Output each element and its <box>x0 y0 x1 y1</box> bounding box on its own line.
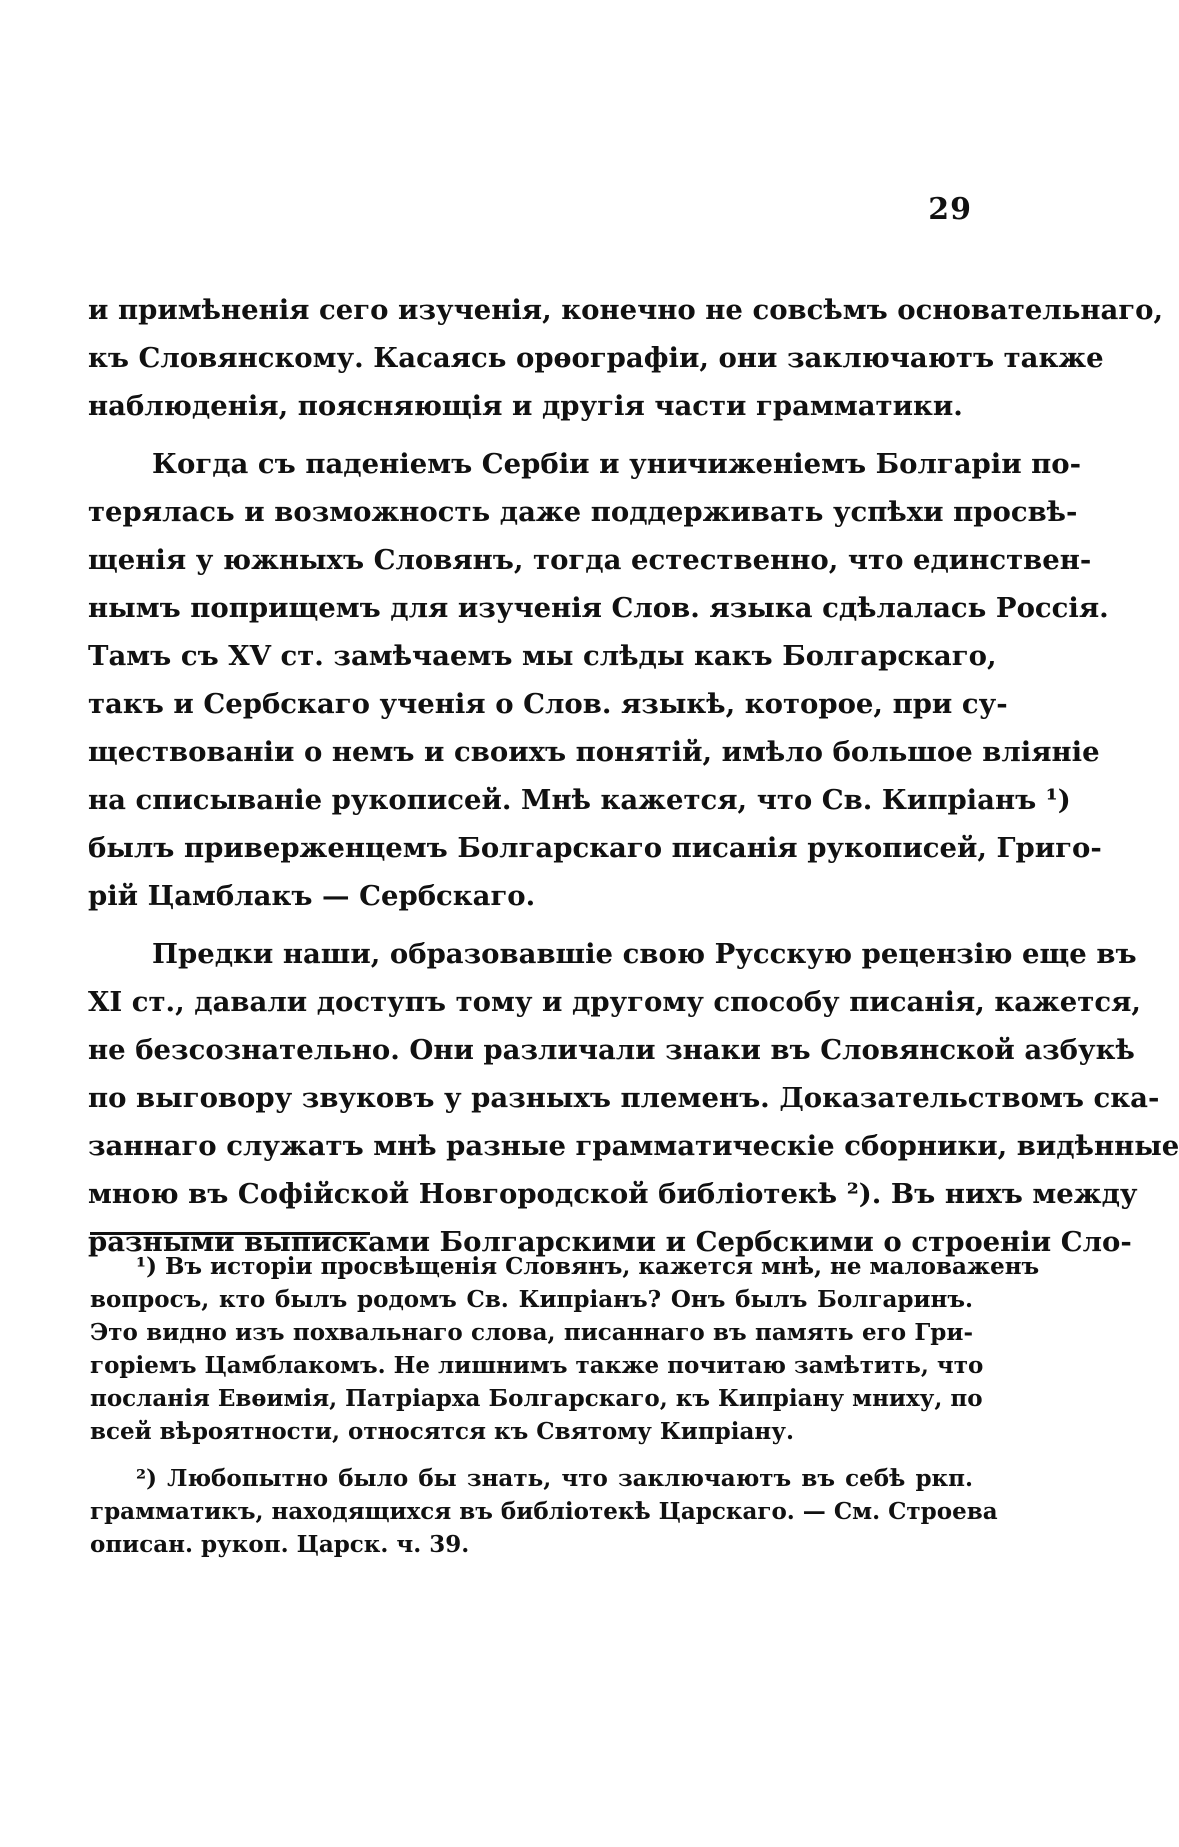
footnote-divider <box>90 1232 370 1235</box>
footnote-line: ¹) Въ исторіи просвѣщенія Словянъ, кажется мнѣ, не маловаженъ <box>136 1253 1040 1280</box>
footnote-line: описан. рукоп. Царск. ч. 39. <box>90 1531 470 1558</box>
text-line: по выговору звуковъ у разныхъ племенъ. Доказательствомъ ска- <box>88 1082 1160 1114</box>
paragraph <box>88 930 1179 1266</box>
footnote-line: Это видно изъ похвальнаго слова, писаннаго въ память его Гри- <box>90 1319 973 1346</box>
text-line: XI ст., давали доступъ тому и другому способу писанія, кажется, <box>88 986 1141 1018</box>
text-line: такъ и Сербскаго ученія о Слов. языкѣ, которое, при су- <box>88 688 1008 720</box>
text-line: нымъ поприщемъ для изученія Слов. языка сдѣлалась Россія. <box>88 592 1109 624</box>
footnote-line: грамматикъ, находящихся въ библіотекѣ Царскаго. — См. Строева <box>90 1498 998 1525</box>
footnote-line: посланія Евѳимія, Патріарха Болгарскаго, къ Кипріану мниху, по <box>90 1385 983 1412</box>
text-line: на списываніе рукописей. Мнѣ кажется, что Св. Кипріанъ ¹) <box>88 784 1071 816</box>
page-number: 29 <box>928 192 972 227</box>
footnote-line: ²) Любопытно было бы знать, что заключаютъ въ себѣ ркп. <box>136 1465 973 1492</box>
main-text <box>88 286 1179 1266</box>
text-line: ществованіи о немъ и своихъ понятій, имѣло большое вліяніе <box>88 736 1100 768</box>
footnote-2 <box>90 1462 998 1561</box>
text-line: не безсознательно. Они различали знаки въ Словянской азбукѣ <box>88 1034 1135 1066</box>
text-line: наблюденія, поясняющія и другія части грамматики. <box>88 390 963 422</box>
footnote-line: горіемъ Цамблакомъ. Не лишнимъ также почитаю замѣтить, что <box>90 1352 984 1379</box>
text-line: мною въ Софійской Новгородской библіотекѣ ²). Въ нихъ между <box>88 1178 1138 1210</box>
footnotes <box>90 1250 1040 1561</box>
paragraph <box>88 440 1109 920</box>
footnote-1 <box>90 1250 1040 1448</box>
text-line: Тамъ съ XV ст. замѣчаемъ мы слѣды какъ Болгарскаго, <box>88 640 997 672</box>
text-line: рій Цамблакъ — Сербскаго. <box>88 880 536 912</box>
footnote-line: всей вѣроятности, относятся къ Святому Кипріану. <box>90 1418 794 1445</box>
text-line: терялась и возможность даже поддерживать успѣхи просвѣ- <box>88 496 1078 528</box>
text-line: разными выписками Болгарскими и Сербскими о строеніи Сло- <box>88 1226 1132 1258</box>
text-line: былъ приверженцемъ Болгарскаго писанія рукописей, Григо- <box>88 832 1102 864</box>
text-line: заннаго служатъ мнѣ разные грамматическіе сборники, видѣнные <box>88 1130 1179 1162</box>
text-line: и примѣненія сего изученія, конечно не совсѣмъ основательнаго, <box>88 294 1164 326</box>
paragraph <box>88 286 1164 430</box>
text-line: щенія у южныхъ Словянъ, тогда естественно, что единствен- <box>88 544 1092 576</box>
text-line: къ Словянскому. Касаясь орѳографіи, они заключаютъ также <box>88 342 1104 374</box>
text-line: Предки наши, образовавшіе свою Русскую рецензію еще въ <box>152 938 1137 970</box>
footnote-line: вопросъ, кто былъ родомъ Св. Кипріанъ? Онъ былъ Болгаринъ. <box>90 1286 973 1313</box>
text-line: Когда съ паденіемъ Сербіи и уничиженіемъ Болгаріи по- <box>152 448 1082 480</box>
